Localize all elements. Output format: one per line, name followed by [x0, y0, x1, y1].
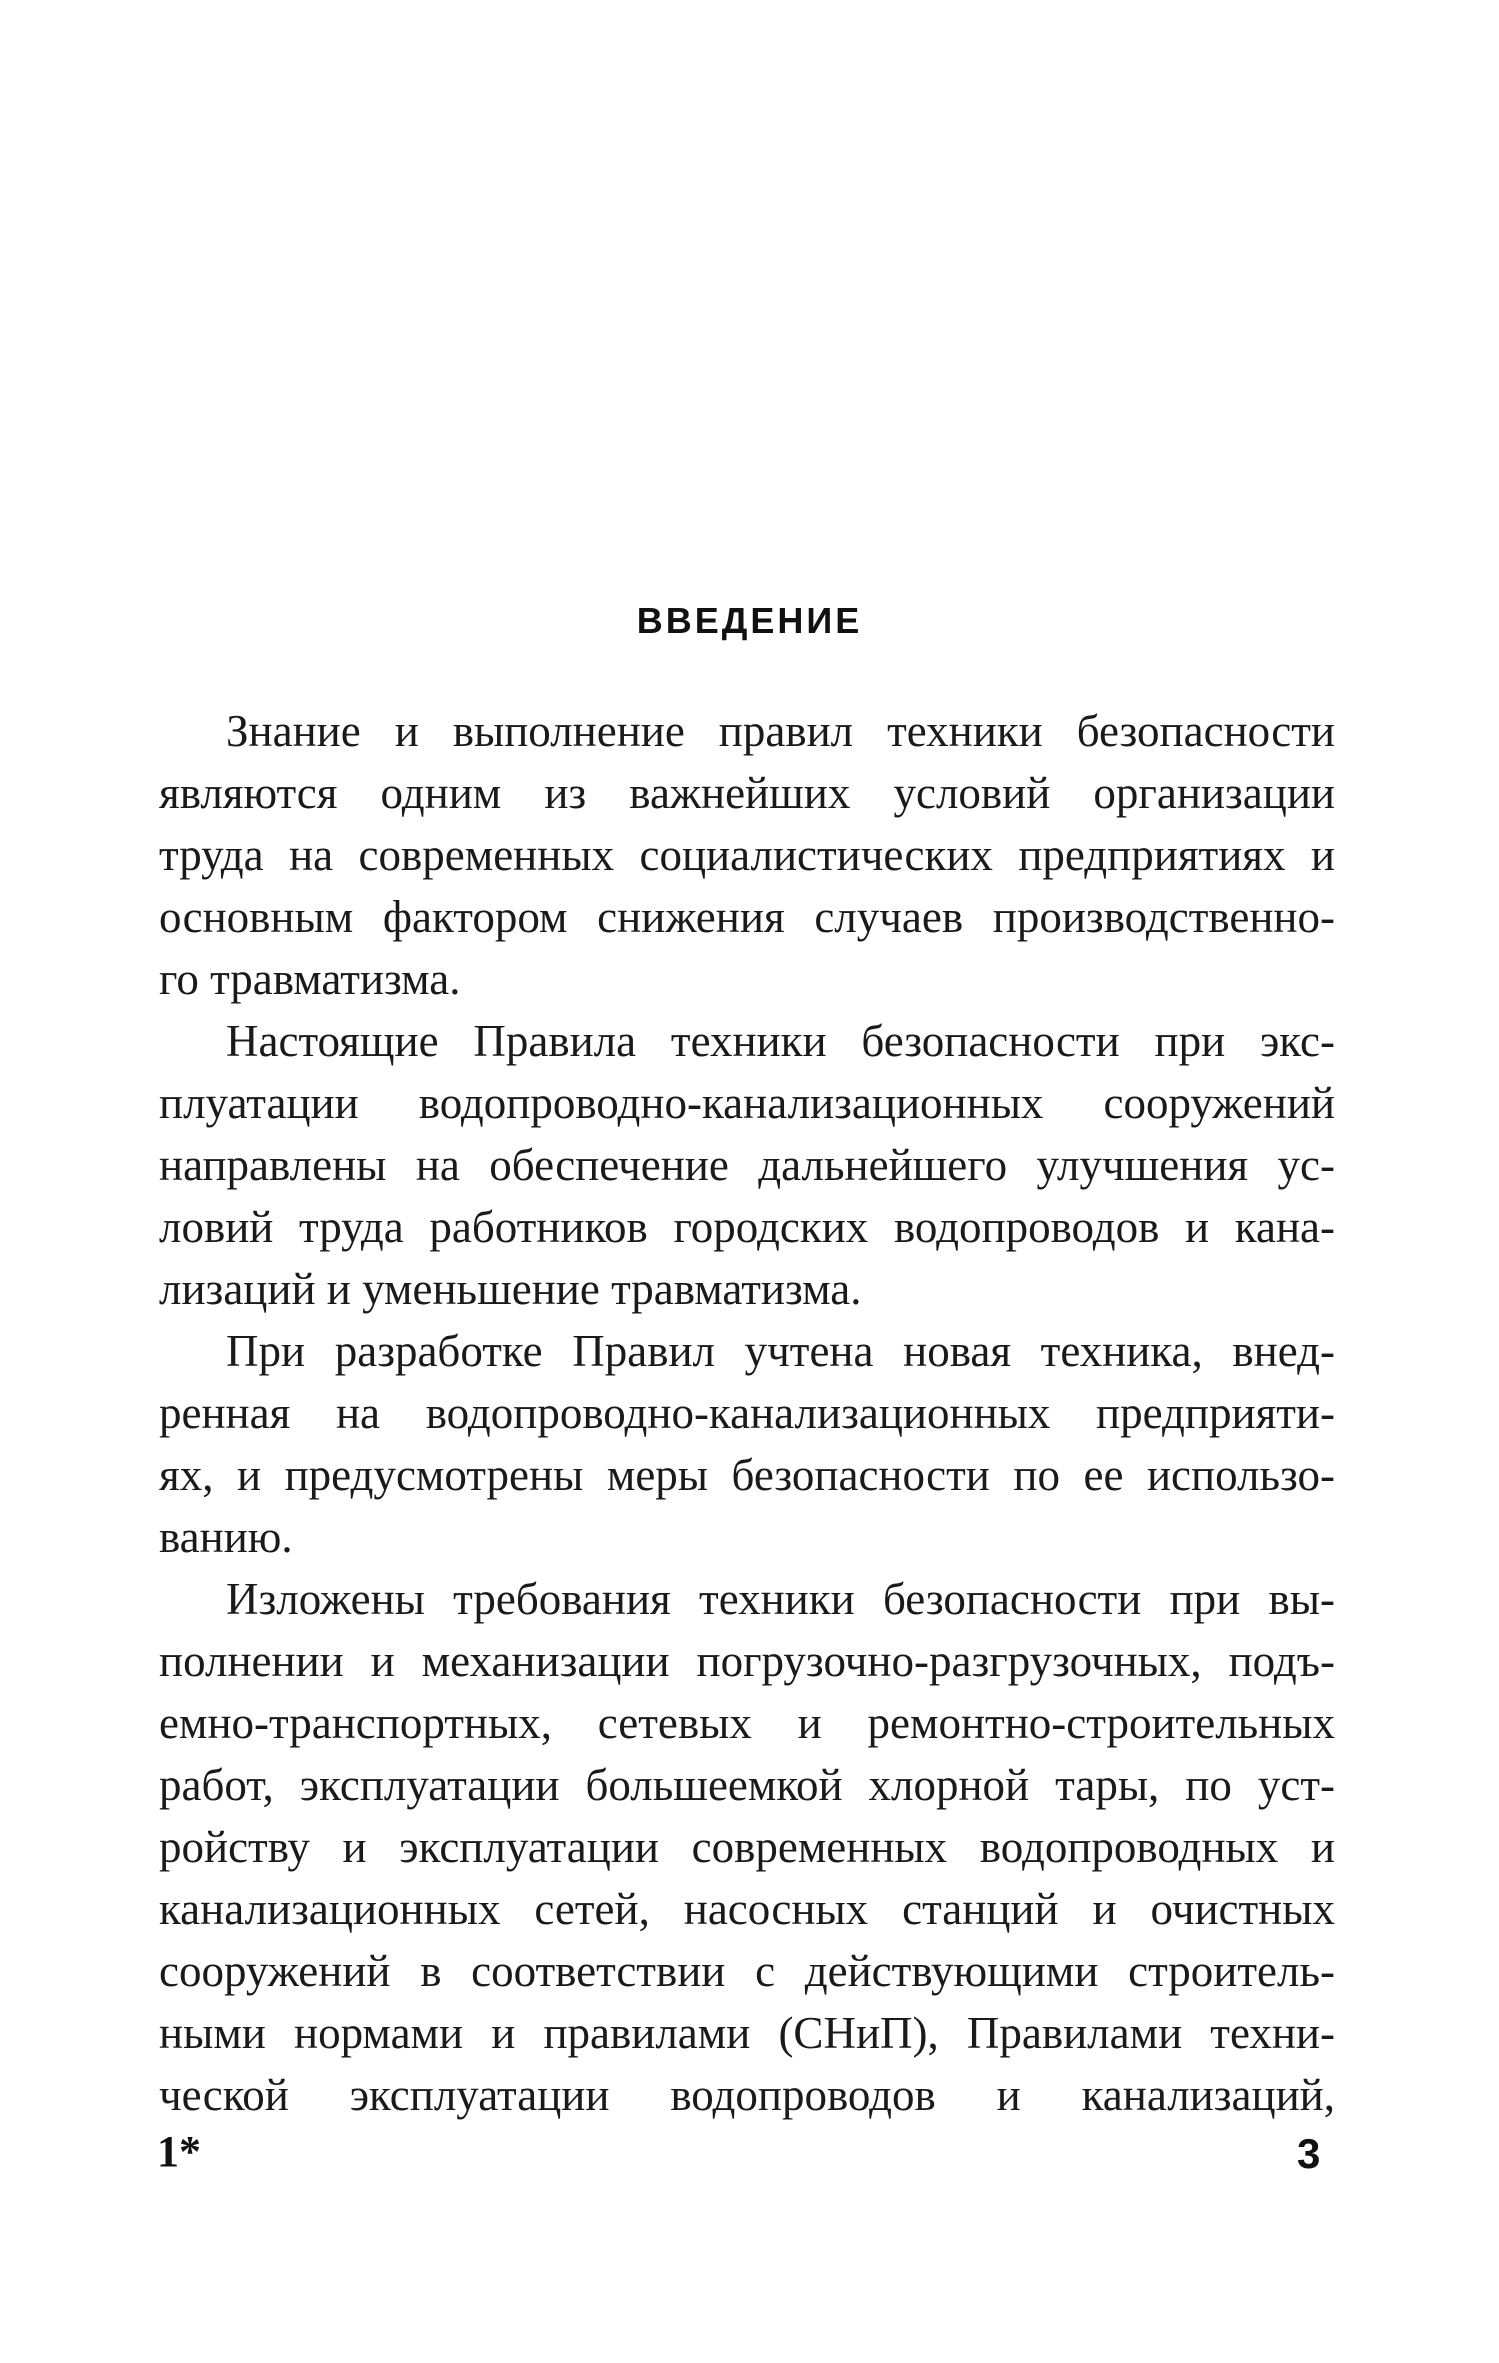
text-line: ными нормами и правилами (СНиП), Правилами техни- — [159, 2008, 1335, 2058]
text-line: плуатации водопроводно-канализационных сооружений — [159, 1078, 1335, 1128]
text-line: емно-транспортных, сетевых и ремонтно-строительных — [159, 1698, 1335, 1748]
text-line: работ, эксплуатации большеемкой хлорной тары, по уст- — [159, 1760, 1335, 1810]
text-line: Знание и выполнение правил техники безопасности — [226, 706, 1335, 756]
text-line: полнении и механизации погрузочно-разгрузочных, подъ- — [159, 1636, 1335, 1686]
paragraph — [159, 1568, 1335, 2126]
text-line: При разработке Правил учтена новая техника, внед- — [226, 1326, 1335, 1376]
text-line: ческой эксплуатации водопроводов и канализаций, — [159, 2070, 1335, 2120]
paragraph — [159, 700, 1335, 1010]
text-line: труда на современных социалистических предприятиях и — [159, 830, 1335, 880]
text-line: ях, и предусмотрены меры безопасности по ее использо- — [159, 1450, 1335, 1500]
text-line: являются одним из важнейших условий организации — [159, 768, 1335, 818]
text-line: ройству и эксплуатации современных водопроводных и — [159, 1822, 1335, 1872]
paragraph — [159, 1010, 1335, 1320]
text-line: ванию. — [159, 1512, 293, 1562]
text-line: Изложены требования техники безопасности при вы- — [226, 1574, 1335, 1624]
body-text — [159, 700, 1335, 2126]
section-heading: ВВЕДЕНИЕ — [636, 600, 863, 641]
text-line: направлены на обеспечение дальнейшего улучшения ус- — [159, 1140, 1335, 1190]
paragraph — [159, 1320, 1335, 1568]
text-line: канализационных сетей, насосных станций и очистных — [159, 1884, 1335, 1934]
page-number: 3 — [1297, 2130, 1321, 2177]
text-line: основным фактором снижения случаев производственно- — [159, 892, 1335, 942]
text-line: лизаций и уменьшение травматизма. — [159, 1264, 862, 1314]
signature-mark: 1* — [157, 2127, 201, 2176]
text-line: сооружений в соответствии с действующими строитель- — [159, 1946, 1335, 1996]
text-line: го травматизма. — [159, 954, 461, 1004]
text-line: ренная на водопроводно-канализационных предприяти- — [159, 1388, 1335, 1438]
text-line: Настоящие Правила техники безопасности при экс- — [226, 1016, 1335, 1066]
text-line: ловий труда работников городских водопроводов и кана- — [159, 1202, 1335, 1252]
